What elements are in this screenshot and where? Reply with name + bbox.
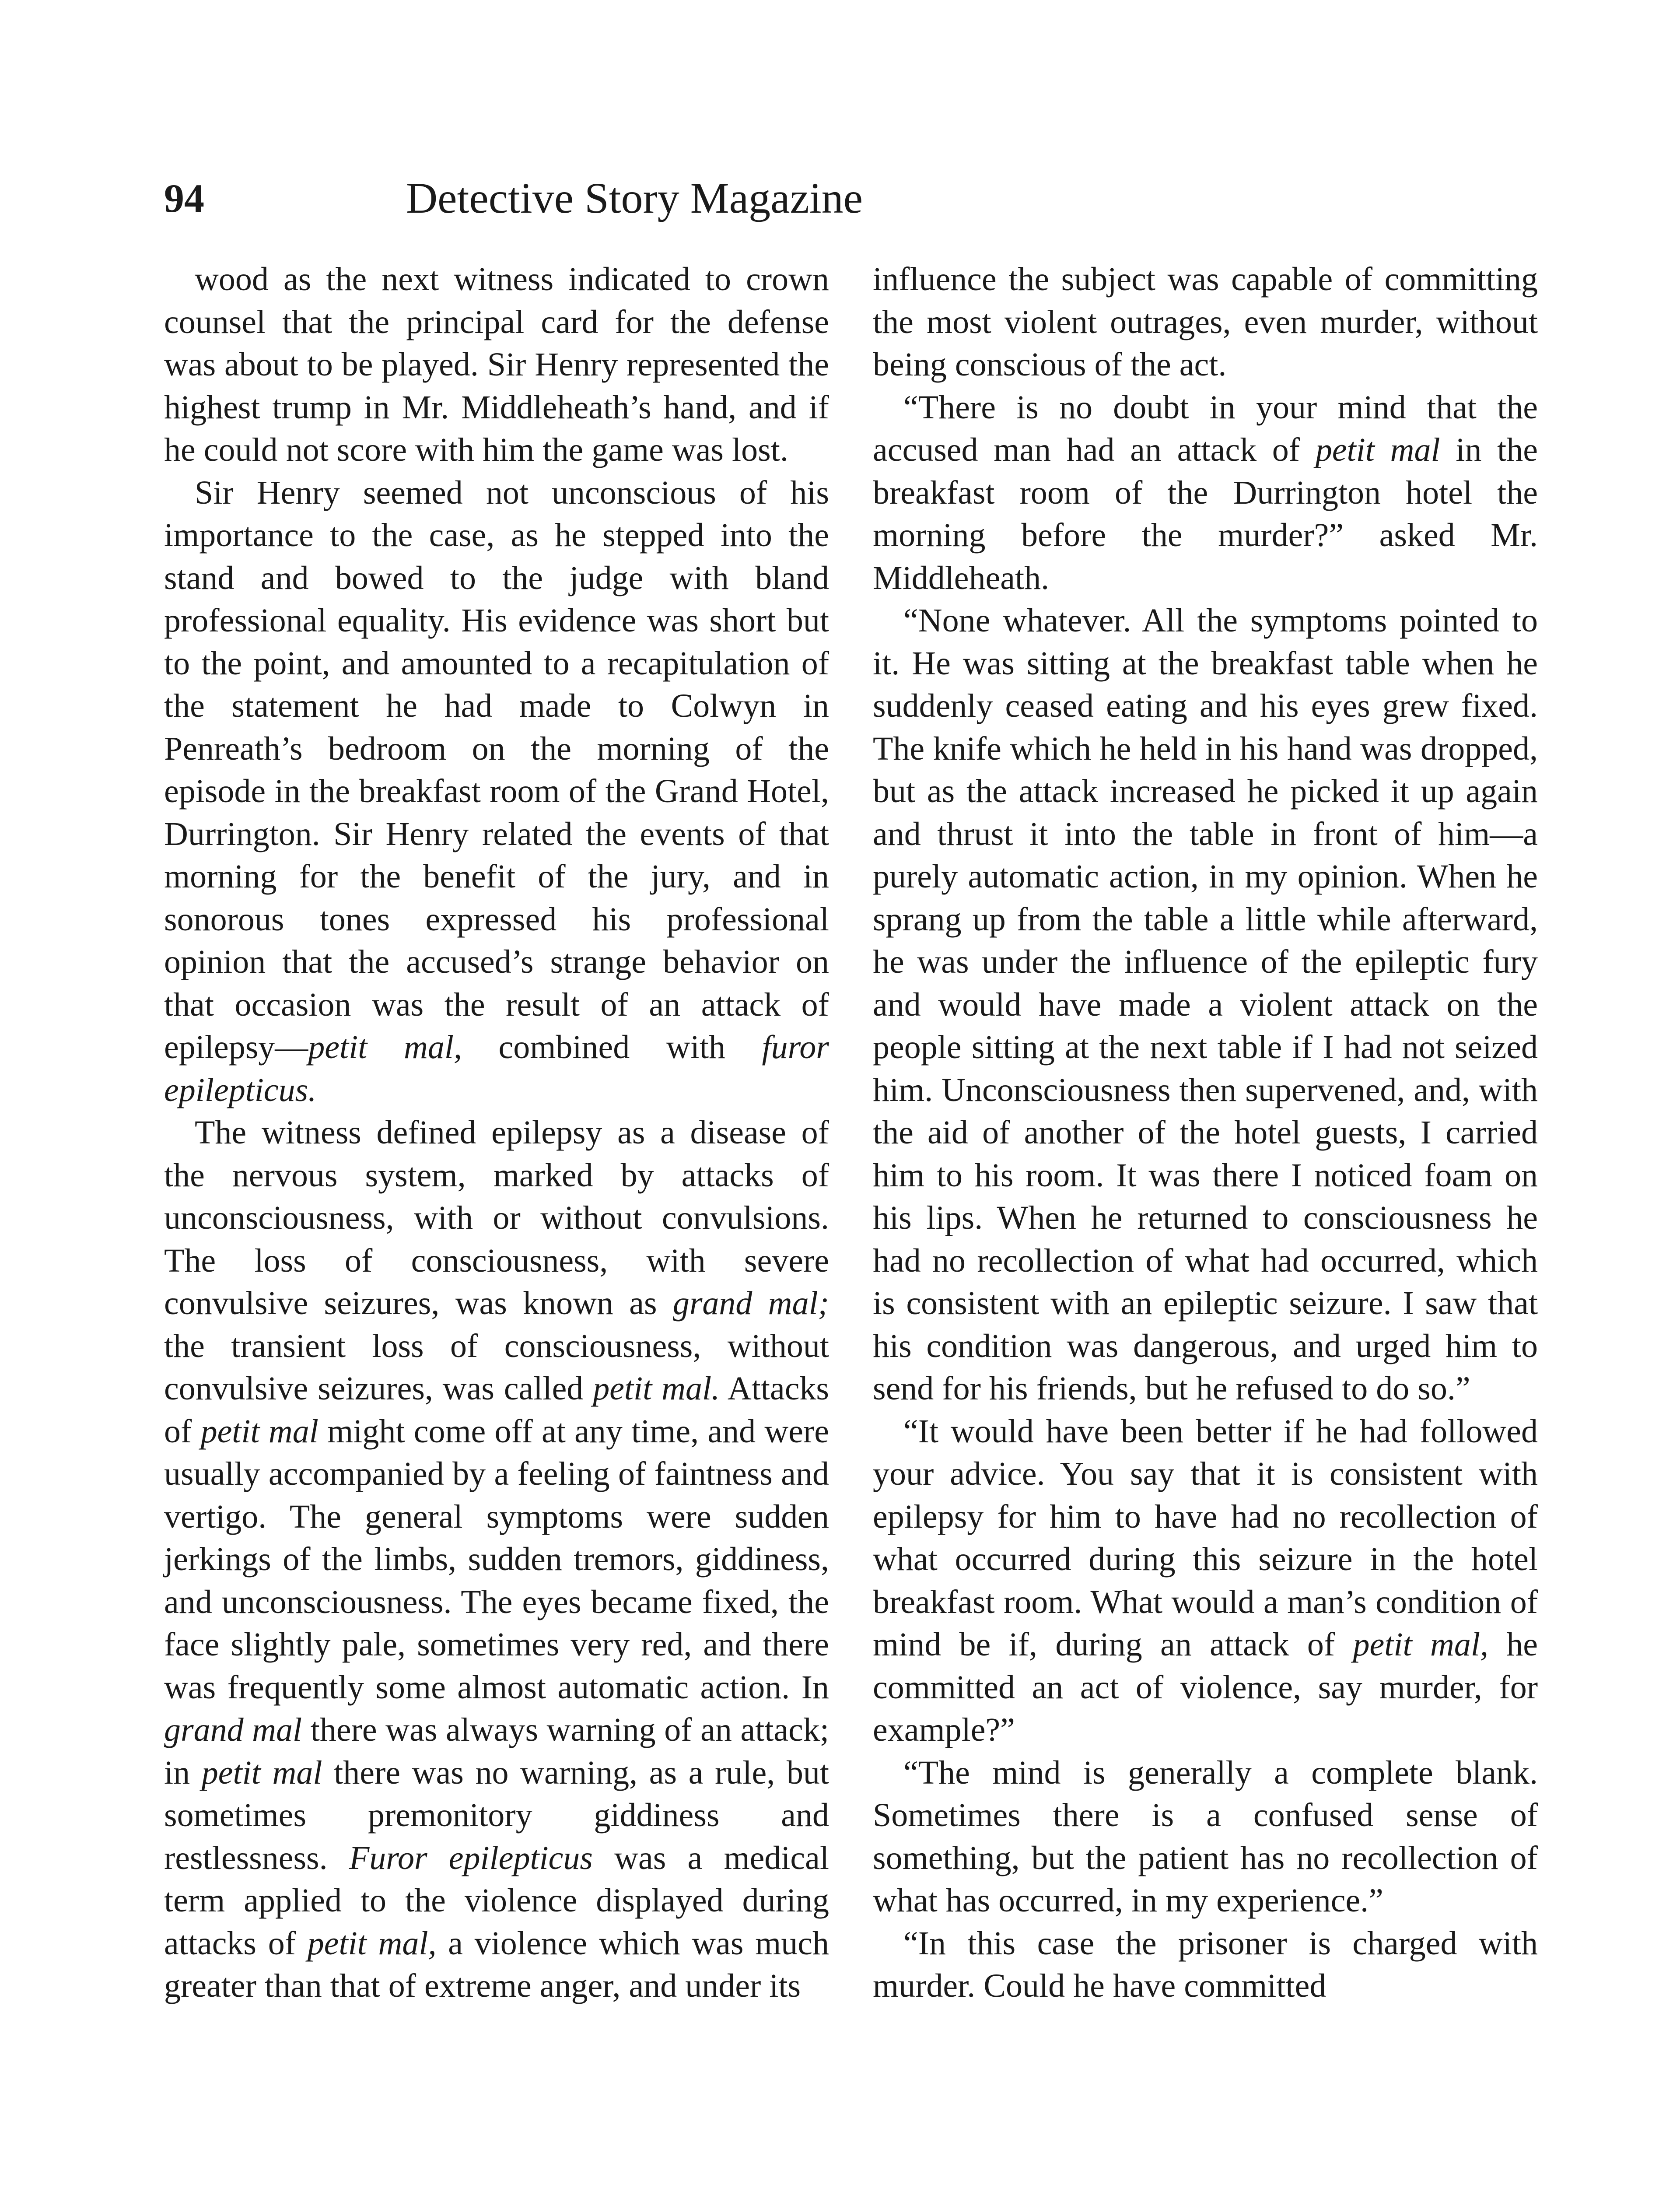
italic-text-span: petit mal [1315, 431, 1440, 468]
text-span: “It would have been better if he had followed your advice. You say that it is consistent with epilepsy for him to have had no recollection of what occurred during this seizure in the hotel breakfast room. What would a man’s condition of mind be if, during an attack of [873, 1413, 1538, 1663]
text-span: might come off at any time, and were usually accompanied by a feeling of faintness and vertigo. The general symptoms were sudden jerkings of the limbs, sudden tremors, giddiness, and unconsciousness. The eyes became fixed, the face slightly pale, sometimes very red, and there was frequently some almost automatic action. In [164, 1413, 830, 1706]
text-span: influence the subject was capable of committing the most violent outrages, even murder, without being conscious of the act. [873, 261, 1538, 383]
italic-text-span: Furor epilepticus [349, 1839, 593, 1876]
italic-text-span: furor epilepticus. [164, 1029, 829, 1108]
italic-text-span: petit mal [201, 1754, 322, 1791]
paragraph [873, 1752, 1538, 1922]
text-span: Attacks of [164, 1370, 829, 1450]
italic-text-span: grand mal; [672, 1285, 829, 1322]
text-span: “None whatever. All the symptoms pointed to it. He was sitting at the breakfast table when he suddenly ceased eating and his eyes grew fixed. The knife which he held in his hand was dropped, but as the attack increased he picked it up again and thrust it into the table in front of him—a purely automatic action, in my opinion. When he sprang up from the table a little while afterward, he was under the influence of the epileptic fury and would have made a violent attack on the people sitting at the next table if I had not seized him. Unconsciousness then supervened, and, with the aid of another of the hotel guests, I carried him to his room. It was there I noticed foam on his lips. When he returned to consciousness he had no recollection of what had occurred, which is consistent with an epileptic seizure. I saw that his condition was dangerous, and urged him to send for his friends, but he refused to do so.” [873, 602, 1538, 1407]
text-span: Sir Henry seemed not unconscious of his importance to the case, as he stepped into the stand and bowed to the judge with bland professional equality. His evidence was short but to the point, and amounted to a recapitulation of the statement he had made to Colwyn in Penreath’s bedroom on the morning of the episode in the breakfast room of the Grand Hotel, Durrington. Sir Henry related the events of that morning for the benefit of the jury, and in sonorous tones expressed his professional opinion that the accused’s strange behavior on that occasion was the result of an attack of epilepsy— [164, 474, 829, 1066]
running-head: Detective Story Magazine [406, 174, 863, 222]
text-span: was a medical term applied to the violence displayed during attacks of [164, 1839, 829, 1962]
text-span: “In this case the prisoner is charged with murder. Could he have committed [873, 1925, 1538, 2004]
paragraph [873, 258, 1538, 386]
italic-text-span: petit mal. [593, 1370, 720, 1407]
text-span: “The mind is generally a complete blank. Sometimes there is a confused sense of something, but the patient has no recollection of what has occurred, in my experience.” [873, 1754, 1538, 1919]
right-column [873, 258, 1538, 2008]
text-span: in the breakfast room of the Durrington hotel the morning before the murder?” asked Mr. Middleheath. [873, 431, 1538, 596]
italic-text-span: petit mal, [1353, 1626, 1488, 1663]
paragraph [873, 386, 1538, 600]
text-span: the transient loss of consciousness, without convulsive seizures, was called [164, 1327, 829, 1407]
text-span: combined with [462, 1029, 762, 1066]
italic-text-span: petit mal [200, 1413, 318, 1450]
paragraph [164, 258, 829, 472]
text-span: “There is no doubt in your mind that the accused man had an attack of [873, 389, 1538, 468]
text-span: wood as the next witness indicated to crown counsel that the principal card for the defense was about to be played. Sir Henry represented the highest trump in Mr. Middleheath’s hand, and if he could not score with him the game was lost. [164, 261, 829, 468]
text-span: there was no warning, as a rule, but sometimes premonitory giddiness and restlessness. [164, 1754, 830, 1876]
paragraph [873, 600, 1538, 1410]
italic-text-span: petit mal, [307, 1925, 437, 1962]
italic-text-span: petit mal, [308, 1029, 462, 1066]
text-span: The witness defined epilepsy as a disease of the nervous system, marked by attacks of unconsciousness, with or without convulsions. The loss of consciousness, with severe convulsive seizures, was known as [164, 1114, 829, 1322]
left-column [164, 258, 829, 2008]
paragraph [164, 472, 829, 1112]
text-span: he committed an act of violence, say murder, for example?” [873, 1626, 1538, 1748]
italic-text-span: grand mal [164, 1711, 302, 1748]
text-span: a violence which was much greater than that of extreme anger, and under its [164, 1925, 830, 2004]
paragraph [873, 1922, 1538, 2008]
paragraph [164, 1112, 829, 2008]
paragraph [873, 1410, 1538, 1752]
text-span: there was always warning of an attack; in [164, 1711, 830, 1791]
page-number: 94 [164, 176, 204, 221]
page-header [164, 165, 1105, 231]
